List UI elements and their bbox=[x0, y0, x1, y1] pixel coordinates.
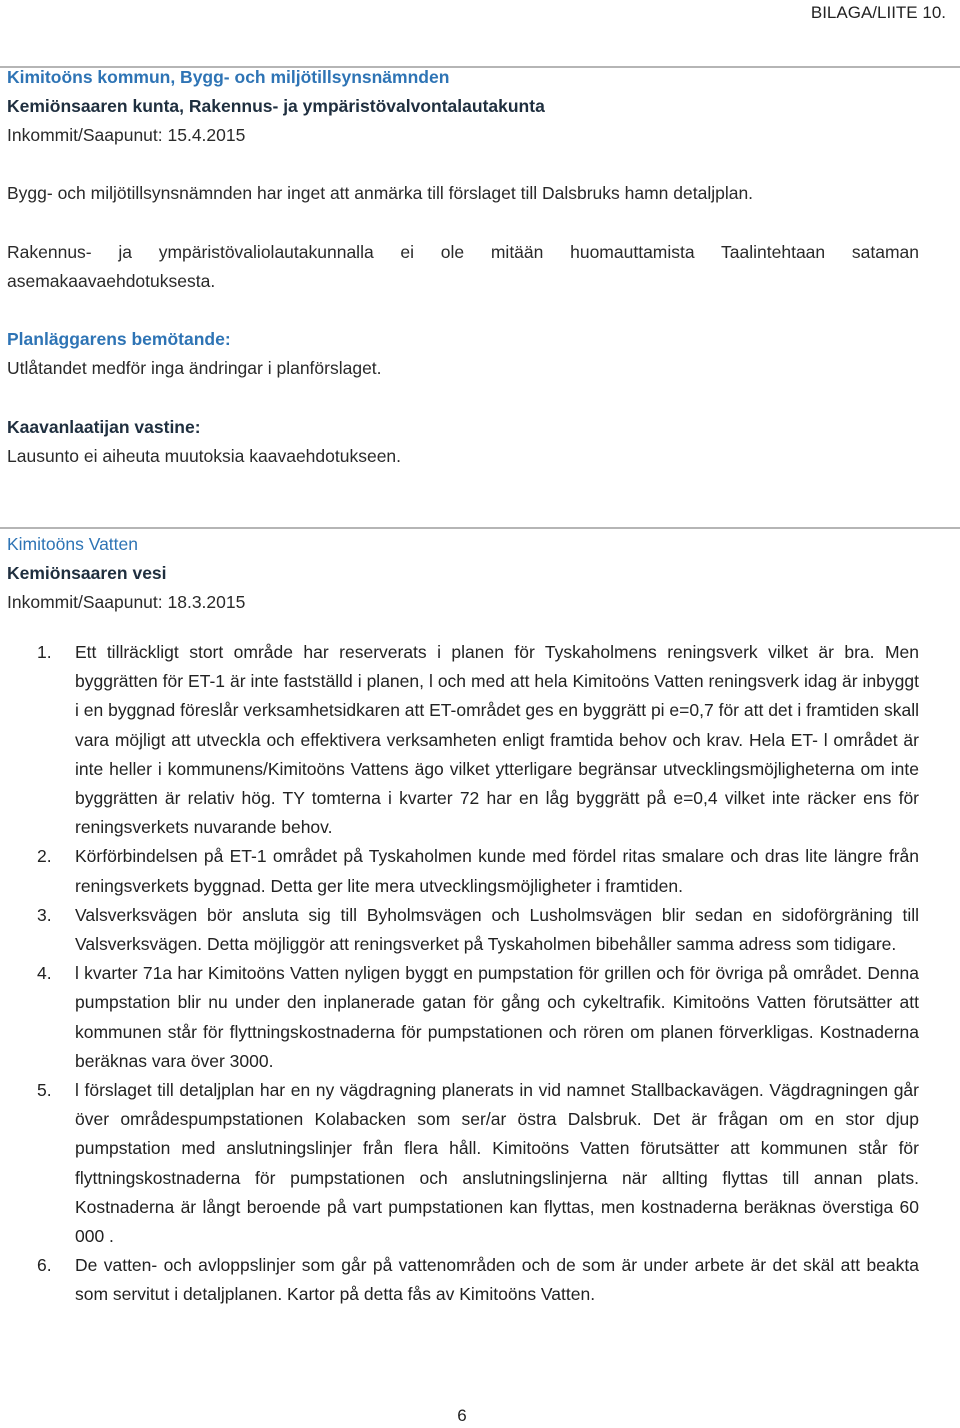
divider-middle bbox=[0, 527, 960, 529]
section2-org-sv: Kimitoöns Vatten bbox=[7, 534, 138, 554]
response-fi-heading: Kaavanlaatijan vastine: bbox=[7, 417, 201, 437]
section2-received-date: Inkommit/Saapunut: 18.3.2015 bbox=[7, 592, 246, 612]
attachment-label: BILAGA/LIITE 10. bbox=[810, 3, 946, 22]
section1-org-sv: Kimitoöns kommun, Bygg- och miljötillsynsnämnden bbox=[7, 67, 450, 87]
list-item: 5. l förslaget till detaljplan har en ny vägdragning planerats in vid namnet Stallbackavägen. Vägdragningen går över områdespumpstationen Kolabacken som ser/ar östra Dalsbruk. Det är frågan om en stor djup pumpstation med anslutningslinjer från flera håll. Kimitoöns Vatten förutsätter att kommunen står för flyttningskostnaderna för pumpstationen och anslutningslinjerna när allting flyttas till annan plats. Kostnaderna är långt beroende på vart pumpstationen kan flyttas, men kostnaderna beräknas överstiga 60 000 . bbox=[37, 1080, 919, 1247]
section1-statement-sv: Bygg- och miljötillsynsnämnden har inget att anmärka till förslaget till Dalsbruks hamn detaljplan. bbox=[7, 183, 754, 203]
list-item: 3. Valsverksvägen bör ansluta sig till Byholmsvägen och Lusholmsvägen blir sedan en sidoförgräning till Valsverksvägen. Detta möjliggör att reningsverket på Tyskaholmen bibehåller samma adress som tidigare. bbox=[37, 904, 919, 955]
section1-response-fi bbox=[7, 413, 919, 471]
list-item: 2. Körförbindelsen på ET-1 området på Tyskaholmen kunde med fördel ritas smalare och dras lite längre från reningsverkets byggnad. Detta ger lite mera utvecklingsmöjligheter i framtiden. bbox=[37, 846, 919, 896]
list-item: 4. l kvarter 71a har Kimitoöns Vatten nyligen byggt en pumpstation för grillen och för övriga på området. Denna pumpstation blir nu under den inplanerade gatan för gång och cykeltrafik. Kimitoöns Vatten förutsätter att kommunen står för flyttningskostnaderna för pumpstationen och rören om planen förverkligas. Kostnaderna beräknas vara över 3000. bbox=[37, 963, 919, 1071]
section2-org-fi: Kemiönsaaren vesi bbox=[7, 563, 167, 583]
section1-received-date: Inkommit/Saapunut: 15.4.2015 bbox=[7, 125, 246, 145]
section-municipality-board bbox=[7, 63, 919, 150]
response-sv-text: Utlåtandet medför inga ändringar i planförslaget. bbox=[7, 358, 382, 378]
list-item: 1. Ett tillräckligt stort område har reserverats i planen för Tyskaholmens reningsverk vilket är bra. Men byggrätten för ET-1 är inte fastställd i planen, l och med att hela Kimitoöns Vatten reningsverk idag är inbyggt i en byggnad föreslår verksamhetsidkaren att ET-området ges en byggrätt pi e=0,7 för att det i framtiden skall vara möjligt att utveckla och effektivera verksamheten enligt framtida behov och krav. Hela ET- l området är inte heller i kommunens/Kimitoöns Vattens ägo vilket ytterligare begränsar utvecklingsmöjligheterna om inte byggrätten är relativ hög. TY tomterna i kvarter 72 har en låg byggrätt på e=0,4 vilket inte räcker ens för reningsverkets nuvarande behov. bbox=[37, 642, 919, 838]
section1-response-sv bbox=[7, 325, 919, 383]
comments-list bbox=[7, 638, 919, 1310]
section-water-utility bbox=[7, 530, 919, 617]
list-item: 6. De vatten- och avloppslinjer som går på vattenområden och de som är under arbete är det skäl att beakta som servitut i detaljplanen. Kartor på detta fås av Kimitoöns Vatten. bbox=[37, 1255, 919, 1305]
page-number: 6 bbox=[457, 1406, 467, 1425]
response-sv-heading: Planläggarens bemötande: bbox=[7, 329, 231, 349]
response-fi-text: Lausunto ei aiheuta muutoksia kaavaehdotukseen. bbox=[7, 446, 402, 466]
section1-org-fi: Kemiönsaaren kunta, Rakennus- ja ympäristövalvontalautakunta bbox=[7, 96, 545, 116]
section1-statement-fi: Rakennus- ja ympäristövaliolautakunnalla ei ole mitään huomauttamista Taalintehtaan sataman asemakaavaehdotuksesta. bbox=[7, 242, 919, 291]
